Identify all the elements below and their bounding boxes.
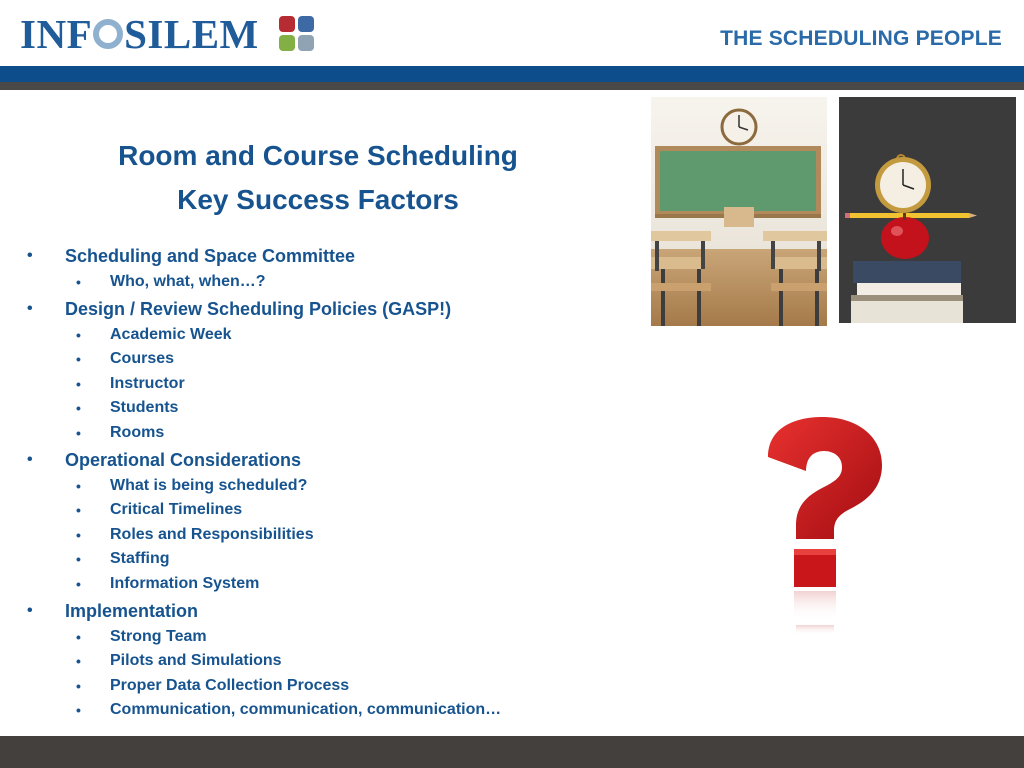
bullet-icon: • <box>76 653 81 670</box>
bullet-icon: • <box>27 247 33 264</box>
bullet-section-implementation: • Implementation <box>0 597 620 625</box>
bullet-icon: • <box>76 526 81 543</box>
header-blue-band <box>0 66 1024 82</box>
bullet-icon: • <box>76 400 81 417</box>
bullet-icon: • <box>27 299 33 317</box>
bullet-section-policies: • Design / Review Scheduling Policies (GASP!) <box>0 295 620 323</box>
logo-squares-icon <box>279 16 315 52</box>
slide-title <box>40 134 596 222</box>
question-mark-image <box>730 405 920 655</box>
bullet-icon: • <box>76 375 81 392</box>
apple-books-illustration <box>839 97 1016 323</box>
footer-bar <box>0 736 1024 768</box>
list-item: • Proper Data Collection Process <box>0 674 620 699</box>
question-mark-icon <box>730 405 920 655</box>
list-item: • Instructor <box>0 372 620 397</box>
bullet-icon: • <box>76 351 81 368</box>
bullet-icon: • <box>76 477 81 494</box>
classroom-illustration <box>651 97 827 326</box>
bullet-section-committee: • Scheduling and Space Committee <box>0 242 620 270</box>
bullet-icon: • <box>76 424 81 441</box>
list-item: • Rooms <box>0 421 620 446</box>
header-gray-band <box>0 82 1024 90</box>
tagline: THE SCHEDULING PEOPLE <box>720 27 1002 50</box>
bullet-icon: • <box>27 450 33 468</box>
title-line-1: Room and Course Scheduling <box>118 140 518 171</box>
list-item: • Communication, communication, communication… <box>0 698 620 723</box>
bullet-icon: • <box>76 575 81 592</box>
bullet-icon: • <box>76 677 81 694</box>
bullet-icon: • <box>76 628 81 645</box>
list-item: • Roles and Responsibilities <box>0 523 620 548</box>
bullet-icon: • <box>76 551 81 568</box>
list-item: • Courses <box>0 347 620 372</box>
list-item: • Who, what, when…? <box>0 270 620 295</box>
list-item: • Students <box>0 396 620 421</box>
list-item: • Pilots and Simulations <box>0 649 620 674</box>
bullet-list <box>0 242 620 723</box>
logo-o-ring-icon <box>93 19 123 49</box>
logo-text-right: SILEM <box>124 11 259 57</box>
list-item: • Strong Team <box>0 625 620 650</box>
bullet-icon: • <box>76 502 81 519</box>
bullet-icon: • <box>76 274 81 290</box>
apple-clock-books-image <box>839 97 1016 323</box>
header <box>0 0 1024 66</box>
bullet-section-operational: • Operational Considerations <box>0 446 620 474</box>
infosilem-logo <box>20 10 259 58</box>
list-item: • Academic Week <box>0 323 620 348</box>
list-item: • Critical Timelines <box>0 498 620 523</box>
classroom-image <box>651 97 827 326</box>
bullet-icon: • <box>27 601 33 619</box>
bullet-icon: • <box>76 326 81 343</box>
list-item: • Information System <box>0 572 620 597</box>
list-item: • Staffing <box>0 547 620 572</box>
list-item: • What is being scheduled? <box>0 474 620 499</box>
bullet-icon: • <box>76 702 81 719</box>
logo-text-left: INF <box>20 11 93 57</box>
title-line-2: Key Success Factors <box>177 184 459 215</box>
